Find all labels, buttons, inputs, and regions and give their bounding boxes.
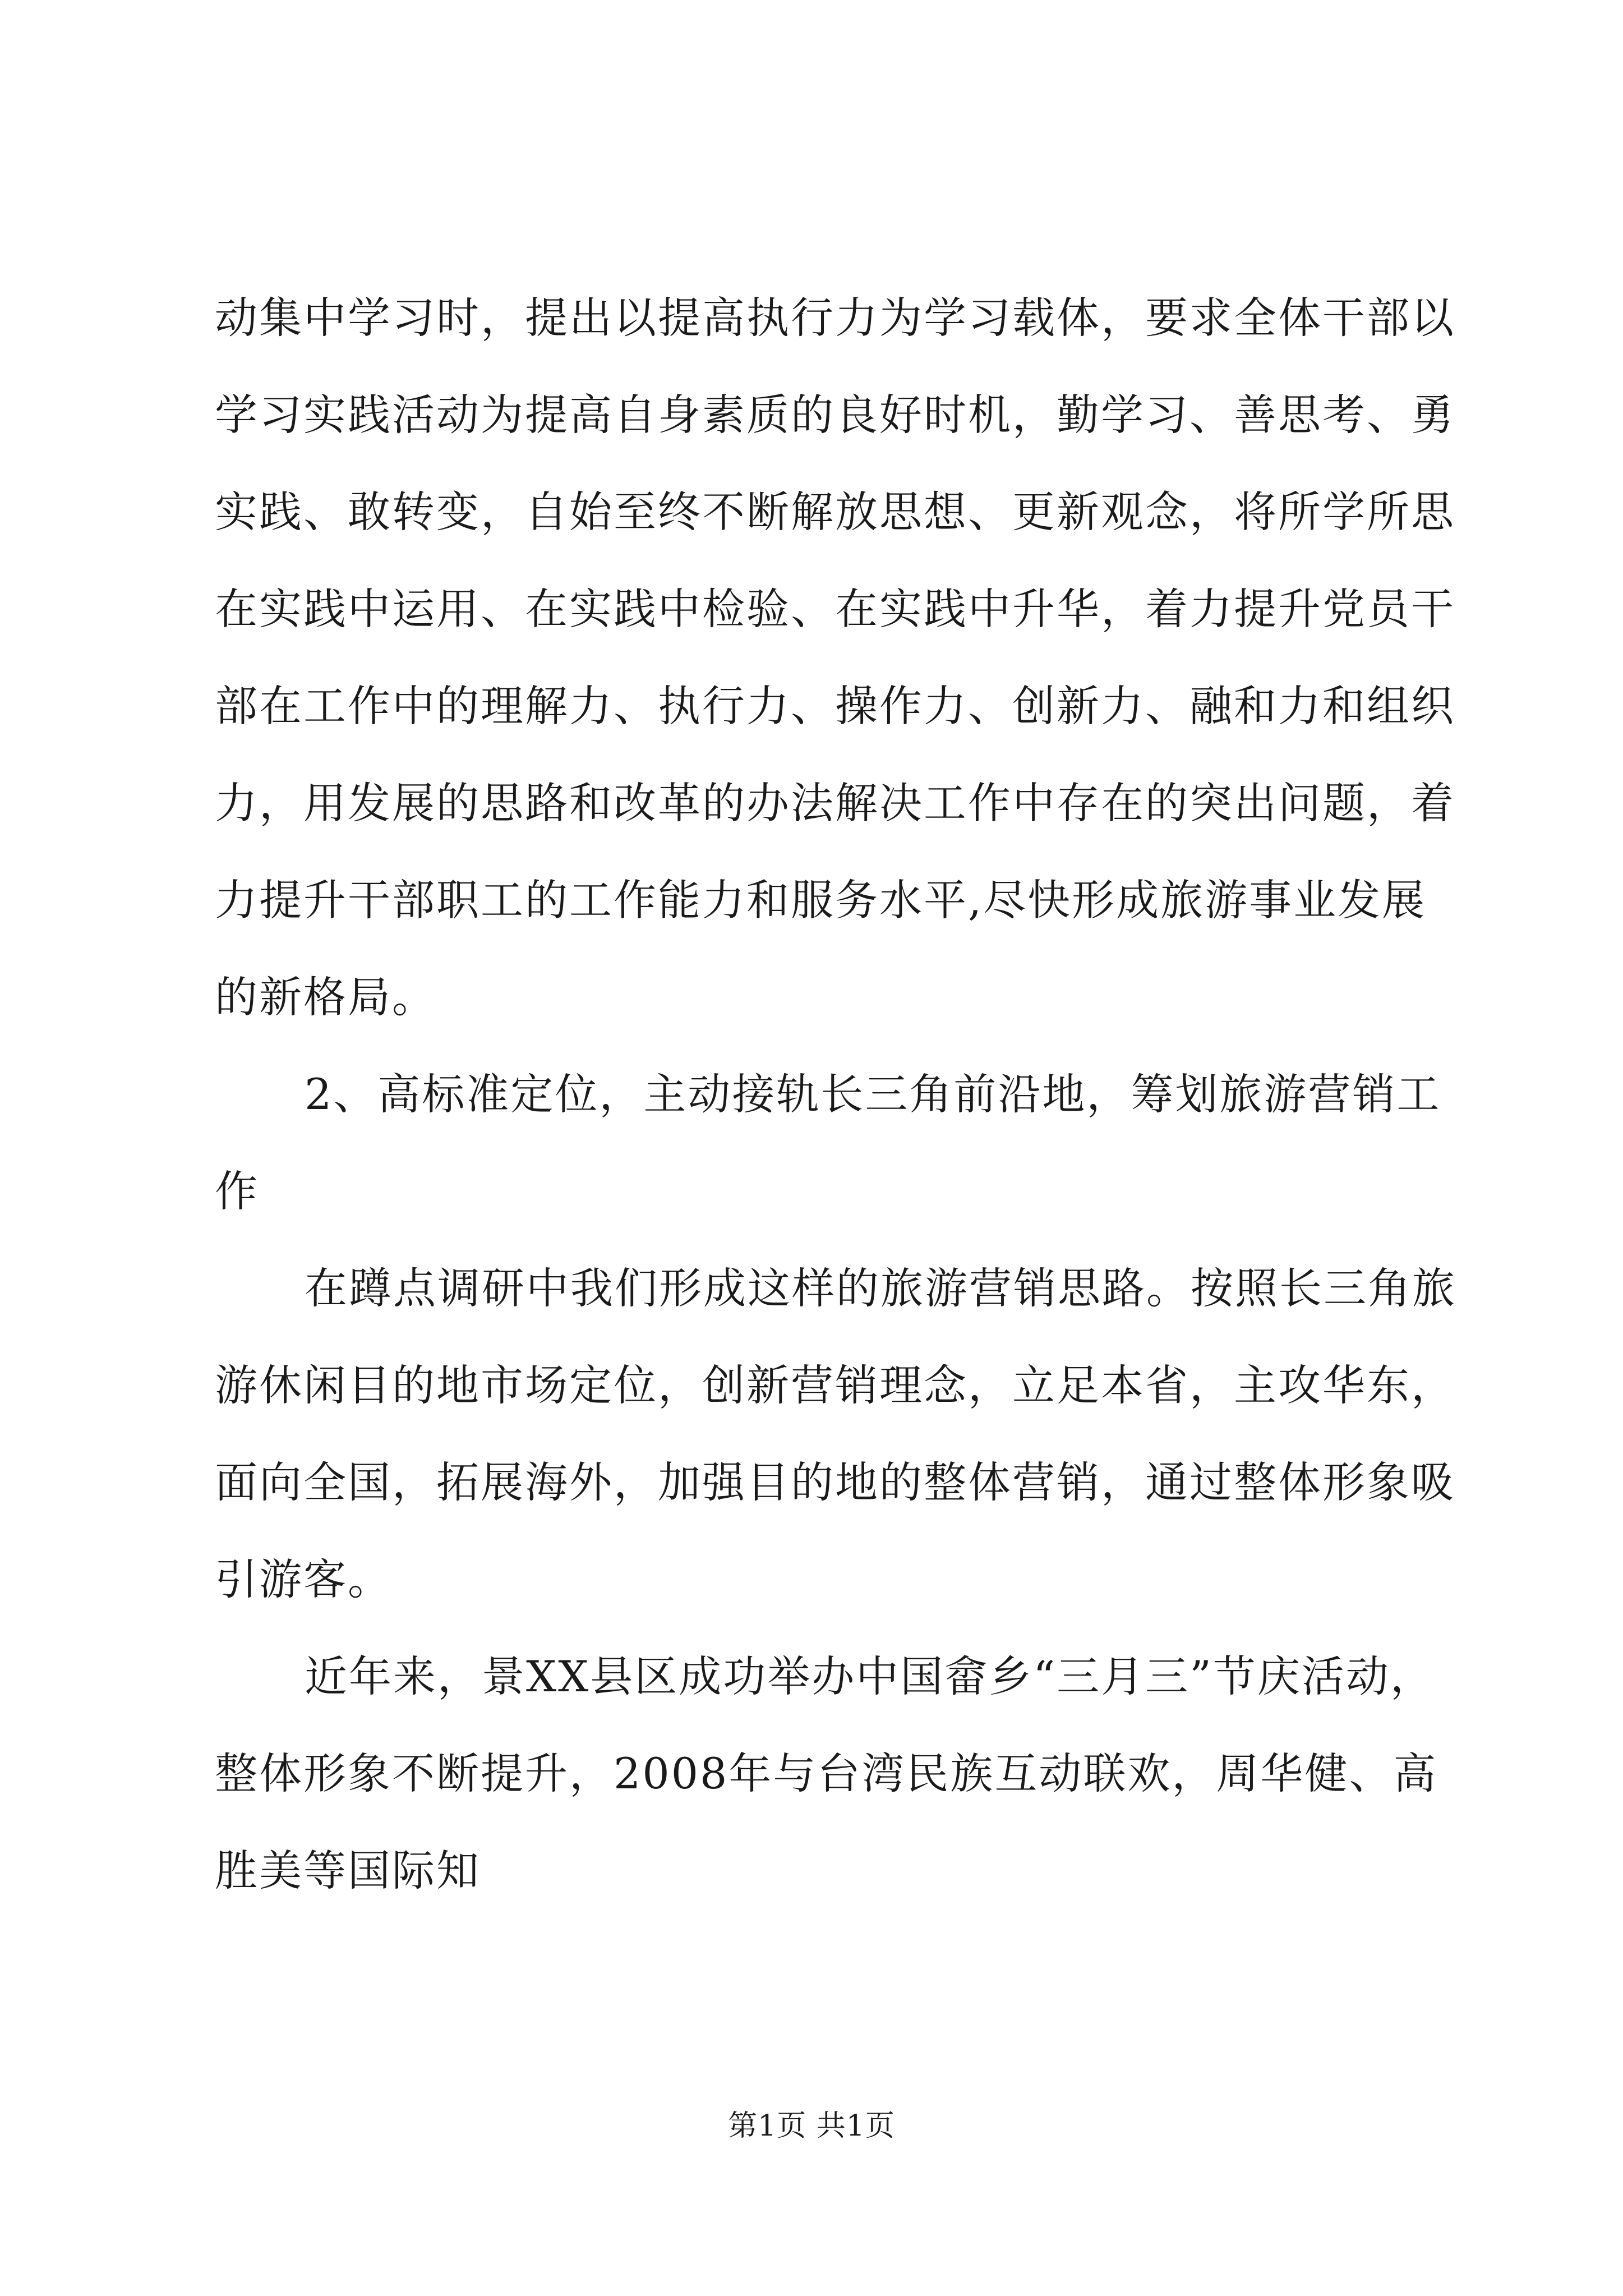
paragraph-line: 引游客。 [215, 1554, 392, 1604]
paragraph-line: 胜美等国际知 [215, 1846, 481, 1895]
paragraph-line: 游休闲目的地市场定位，创新营销理念，立足本省，主攻华东， [215, 1360, 1455, 1410]
paragraph-line: 力，用发展的思路和改革的办法解决工作中存在的突出问题，着 [215, 778, 1455, 828]
paragraph-line: 部在工作中的理解力、执行力、操作力、创新力、融和力和组织 [215, 681, 1455, 731]
document-body [215, 269, 1456, 1919]
paragraph-line: 动集中学习时，提出以提高执行力为学习载体，要求全体干部以 [215, 293, 1455, 343]
paragraph-line: 在实践中运用、在实践中检验、在实践中升华，着力提升党员干 [215, 584, 1455, 634]
page-number-footer: 第1页 共1页 [728, 2109, 895, 2143]
paragraph-line: 学习实践活动为提高自身素质的良好时机，勤学习、善思考、勇 [215, 390, 1455, 440]
paragraph-line: 近年来，景XX县区成功举办中国畲乡“三月三”节庆活动， [305, 1651, 1435, 1701]
section-heading-line: 2、高标准定位，主动接轨长三角前沿地，筹划旅游营销工 [305, 1069, 1441, 1119]
section-heading-line: 作 [215, 1166, 259, 1216]
paragraph-line: 实践、敢转变，自始至终不断解放思想、更新观念，将所学所思 [215, 487, 1455, 537]
paragraph-line: 整体形象不断提升，2008年与台湾民族互动联欢，周华健、高 [215, 1749, 1438, 1798]
paragraph-line: 在蹲点调研中我们形成这样的旅游营销思路。按照长三角旅 [305, 1263, 1456, 1313]
paragraph-line: 力提升干部职工的工作能力和服务水平,尽快形成旅游事业发展 [215, 875, 1427, 925]
paragraph-line: 的新格局。 [215, 972, 436, 1022]
paragraph-line: 面向全国，拓展海外，加强目的地的整体营销，通过整体形象吸 [215, 1457, 1455, 1507]
